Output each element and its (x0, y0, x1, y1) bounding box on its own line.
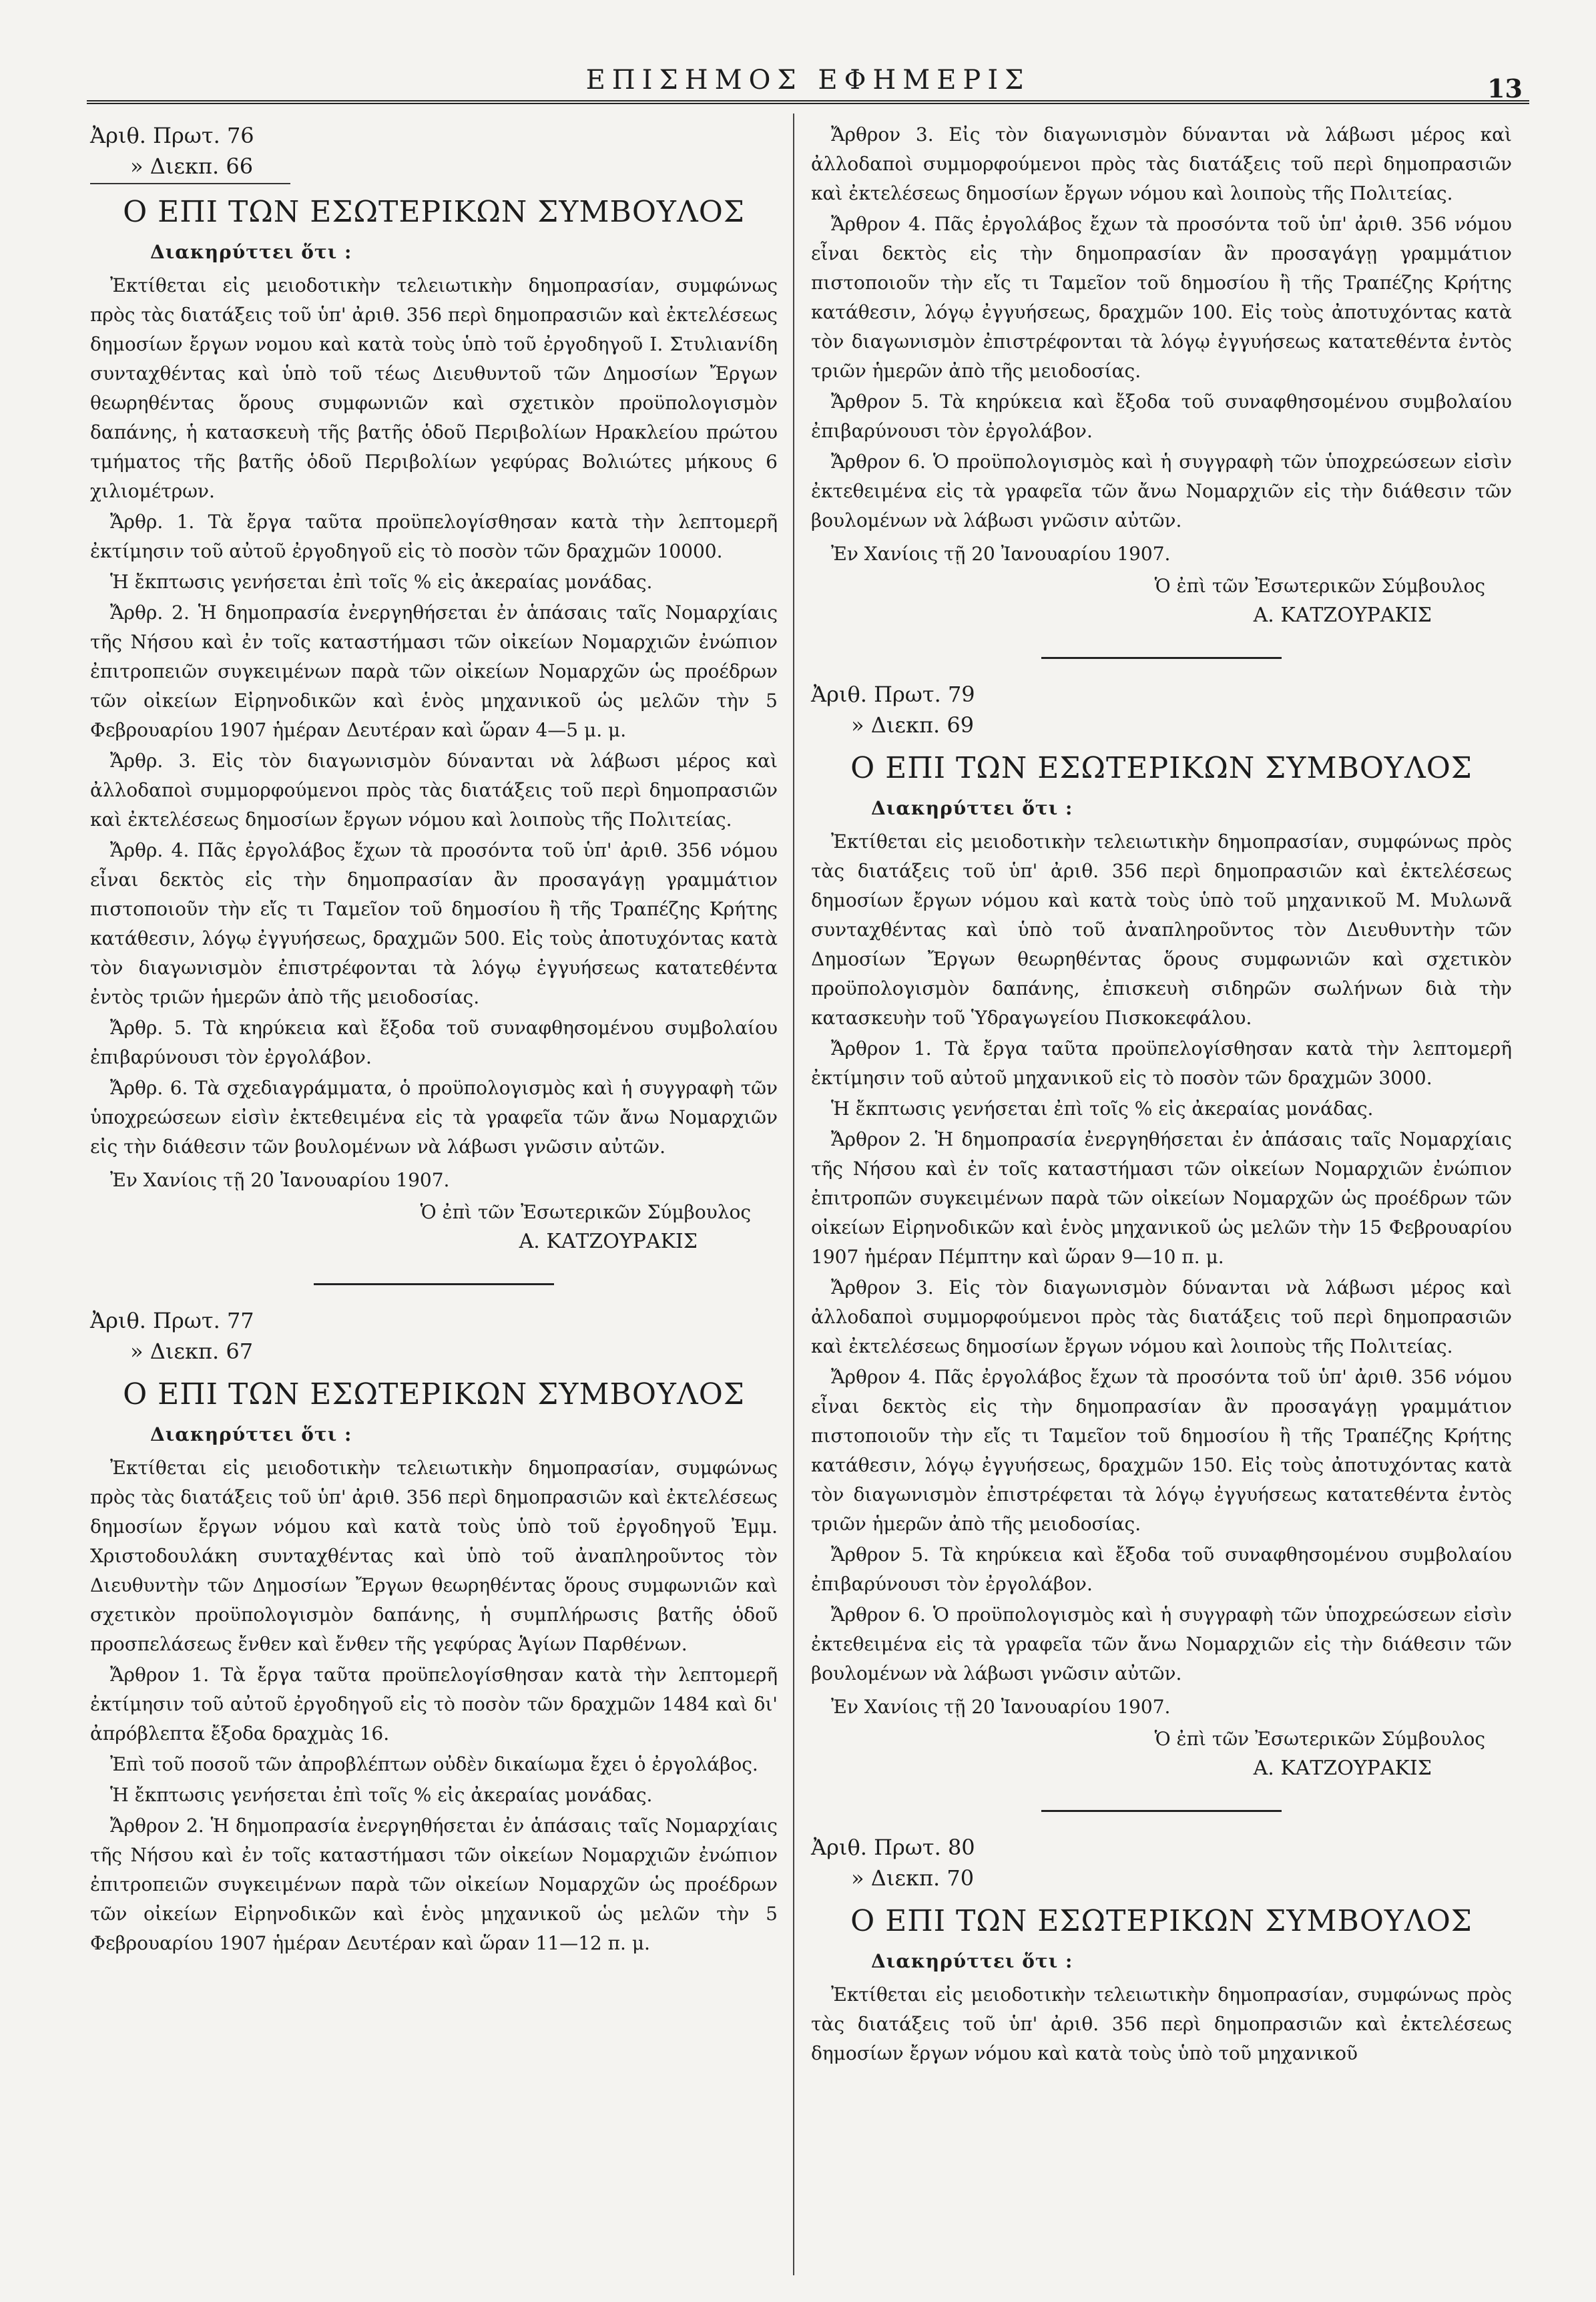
notice-separator (1041, 657, 1282, 659)
notice-76-continued (811, 120, 1512, 630)
paragraph: Ἡ ἔκπτωσις γενήσεται ἐπὶ τοῖς % εἰς ἀκεραίας μονάδας. (110, 571, 653, 593)
paragraph: Ἐκτίθεται εἰς μειοδοτικὴν τελειωτικὴν δημοπρασίαν, συμφώνως πρὸς τὰς διατάξεις τοῦ ὑπ' ἀριθ. 356 περὶ δημοπρασιῶν καὶ ἐκτελέσεως δημοσίων ἔργων νομου καὶ κατὰ τοὺς ὑπὸ τοῦ ἐργοδηγοῦ Ι. Στυλιανίδη συνταχθέντας καὶ ὑπὸ τοῦ τέως Διευθυντοῦ τῶν Δημοσίων Ἔργων θεωρηθέντας ὅρους συμφωνιῶν καὶ σχετικὸν προϋπολογισμὸν δαπάνης, ἡ κατασκευὴ τῆς βατῆς ὁδοῦ Περιβολίων Ηρακλείου πρώτου τμήματος τῆς βατῆς ὁδοῦ Περιβολίων γεφύρας Βολιώτες μήκους 6 χιλιομέτρων. (90, 274, 778, 502)
ref-protocol: Ἀριθ. Πρωτ. 76 (90, 123, 254, 148)
ref-protocol: Ἀριθ. Πρωτ. 80 (811, 1835, 975, 1860)
paragraph: Ἄρθρον 6. Ὁ προϋπολογισμὸς καὶ ἡ συγγραφὴ τῶν ὑποχρεώσεων εἰσὶν ἐκτεθειμένα εἰς τὰ γραφεῖα τῶν ἄνω Νομαρχιῶν εἰς τὴν διάθεσιν τῶν βουλομένων νὰ λάβωσι γνῶσιν αὐτῶν. (811, 1604, 1512, 1684)
signer-name: Α. ΚΑΤΖΟΥΡΑΚΙΣ (519, 1230, 698, 1253)
notice-separator (1041, 1810, 1282, 1812)
paragraph: Ἄρθρον 4. Πᾶς ἐργολάβος ἔχων τὰ προσόντα τοῦ ὑπ' ἀριθ. 356 νόμου εἶναι δεκτὸς εἰς τὴν δημοπρασίαν ἂν προσαγάγῃ γραμμάτιον πιστοποιοῦν τὴν εἴς τι Ταμεῖον τοῦ δημοσίου ἢ τῆς Τραπέζης Κρήτης κατάθεσιν, λόγῳ ἐγγυήσεως, δραχμῶν 150. Εἰς τοὺς ἀποτυχόντας κατὰ τὸν διαγωνισμὸν ἐπιστρέφεται τὰ λόγῳ ἐγγυήσεως κατατεθέντα ἐντὸς τριῶν ἡμερῶν ἀπὸ τῆς μειοδοσίας. (811, 1366, 1512, 1535)
paragraph: Ἄρθρ. 5. Τὰ κηρύκεια καὶ ἔξοδα τοῦ συναφθησομένου συμβολαίου ἐπιβαρύνουσι τὸν ἐργολάβον. (90, 1017, 778, 1068)
notice-79 (811, 679, 1512, 1783)
announce-line: Διακηρύττει ὅτι : (871, 1950, 1073, 1972)
notice-title: Ο ΕΠΙ ΤΩΝ ΕΣΩΤΕΡΙΚΩΝ ΣΥΜΒΟΥΛΟΣ (850, 1904, 1473, 1938)
paragraph: Ἄρθρον 1. Τὰ ἔργα ταῦτα προϋπελογίσθησαν κατὰ τὴν λεπτομερῆ ἐκτίμησιν τοῦ αὐτοῦ μηχανικοῦ εἰς τὸ ποσὸν τῶν δραχμῶν 3000. (811, 1038, 1512, 1089)
paragraph: Ἐπὶ τοῦ ποσοῦ τῶν ἀπροβλέπτων οὐδὲν δικαίωμα ἔχει ὁ ἐργολάβος. (110, 1753, 758, 1775)
paragraph: Ἄρθρ. 1. Τὰ ἔργα ταῦτα προϋπελογίσθησαν κατὰ τὴν λεπτομερῆ ἐκτίμησιν τοῦ αὐτοῦ ἐργοδηγοῦ εἰς τὸ ποσὸν τῶν δραχμῶν 10000. (90, 511, 778, 562)
place-date: Ἐν Χανίοις τῇ 20 Ἰανουαρίου 1907. (110, 1169, 450, 1191)
left-column (90, 120, 778, 1985)
paragraph: Ἄρθρον 4. Πᾶς ἐργολάβος ἔχων τὰ προσόντα τοῦ ὑπ' ἀριθ. 356 νόμου εἶναι δεκτὸς εἰς τὴν δημοπρασίαν ἂν προσαγάγῃ γραμμάτιον πιστοποιοῦν τὴν εἴς τι Ταμεῖον τοῦ δημοσίου ἢ τῆς Τραπέζης Κρήτης κατάθεσιν, λόγῳ ἐγγυήσεως, δραχμῶν 100. Εἰς τοὺς ἀποτυχόντας κατὰ τὸν διαγωνισμὸν ἐπιστρέφονται τὰ λόγῳ ἐγγυήσεως κατατεθέντα ἐντὸς τριῶν ἡμερῶν ἀπὸ τῆς μειοδοσίας. (811, 213, 1512, 382)
paragraph: Ἐκτίθεται εἰς μειοδοτικὴν τελειωτικὴν δημοπρασίαν, συμφώνως πρὸς τὰς διατάξεις τοῦ ὑπ' ἀριθ. 356 περὶ δημοπρασιῶν καὶ ἐκτελέσεως δημοσίων ἔργων νόμου καὶ κατὰ τοὺς ὑπὸ τοῦ μηχανικοῦ (811, 1984, 1512, 2064)
paragraph: Ἄρθρ. 2. Ἡ δημοπρασία ἐνεργηθήσεται ἐν ἁπάσαις ταῖς Νομαρχίαις τῆς Νήσου καὶ ἐν τοῖς καταστήμασι τῶν οἰκείων Νομαρχιῶν ἐνώπιον ἐπιτροπειῶν συγκειμένων παρὰ τῶν οἰκείων Νομαρχῶν ὡς προέδρων τῶν οἰκείων Εἰρηνοδικῶν καὶ ἑνὸς μηχανικοῦ ὡς μελῶν τὴν 5 Φεβρουαρίου 1907 ἡμέραν Δευτέραν καὶ ὥραν 4—5 μ. μ. (90, 602, 778, 741)
paragraph: Ἄρθρον 6. Ὁ προϋπολογισμὸς καὶ ἡ συγγραφὴ τῶν ὑποχρεώσεων εἰσὶν ἐκτεθειμένα εἰς τὰ γραφεῖα τῶν ἄνω Νομαρχιῶν εἰς τὴν διάθεσιν τῶν βουλομένων νὰ λάβωσι γνῶσιν αὐτῶν. (811, 451, 1512, 531)
paragraph: Ἄρθρον 5. Τὰ κηρύκεια καὶ ἔξοδα τοῦ συναφθησομένου συμβολαίου ἐπιβαρύνουσι τὸν ἐργολάβον. (811, 391, 1512, 442)
notice-separator (314, 1283, 554, 1285)
paragraph: Ἄρθρον 3. Εἰς τὸν διαγωνισμὸν δύνανται νὰ λάβωσι μέρος καὶ ἀλλοδαποὶ συμμορφούμενοι πρὸς τὰς διατάξεις τοῦ περὶ δημοπρασιῶν καὶ ἐκτελέσεως δημοσίων ἔργων νόμου καὶ λοιποὺς τῆς Πολιτείας. (811, 124, 1512, 204)
header-rule (87, 100, 1529, 104)
announce-line: Διακηρύττει ὅτι : (871, 797, 1073, 819)
ref-dispatch: » Διεκπ. 66 (130, 154, 254, 179)
ref-underline (90, 183, 290, 184)
notice-76 (90, 120, 778, 1256)
notice-80 (811, 1832, 1512, 2068)
announce-line: Διακηρύττει ὅτι : (150, 1423, 352, 1445)
ref-protocol: Ἀριθ. Πρωτ. 77 (90, 1308, 254, 1333)
paragraph: Ἐκτίθεται εἰς μειοδοτικὴν τελειωτικὴν δημοπρασίαν, συμφώνως πρὸς τὰς διατάξεις τοῦ ὑπ' ἀριθ. 356 περὶ δημοπρασιῶν καὶ ἐκτελέσεως δημοσίων ἔργων νόμου καὶ κατὰ τοὺς ὑπὸ τοῦ ἐργοδηγοῦ Ἐμμ. Χριστοδουλάκη συνταχθέντας καὶ ὑπὸ τοῦ ἀναπληροῦντος τὸν Διευθυντὴν τῶν Δημοσίων Ἔργων θεωρηθέντας ὅρους συμφωνιῶν καὶ σχετικὸν προϋπολογισμὸν δαπάνης, ἡ συμπλήρωσις βατῆς ὁδοῦ προσπελάσεως ἔνθεν καὶ ἔνθεν τῆς γεφύρας Ἁγίων Παρθένων. (90, 1457, 778, 1655)
paragraph: Ἄρθρον 1. Τὰ ἔργα ταῦτα προϋπελογίσθησαν κατὰ τὴν λεπτομερῆ ἐκτίμησιν τοῦ αὐτοῦ ἐργοδηγοῦ εἰς τὸ ποσὸν τῶν δραχμῶν 1484 καὶ δι' ἀπρόβλεπτα ἔξοδα δραχμὰς 16. (90, 1664, 778, 1745)
masthead: ΕΠΙΣΗΜΟΣ ΕΦΗΜΕΡΙΣ (585, 65, 1031, 95)
place-date: Ἐν Χανίοις τῇ 20 Ἰανουαρίου 1907. (831, 1696, 1171, 1718)
place-date: Ἐν Χανίοις τῇ 20 Ἰανουαρίου 1907. (831, 543, 1171, 565)
announce-line: Διακηρύττει ὅτι : (150, 241, 352, 263)
notice-title: Ο ΕΠΙ ΤΩΝ ΕΣΩΤΕΡΙΚΩΝ ΣΥΜΒΟΥΛΟΣ (850, 751, 1473, 785)
page-number: 13 (1487, 73, 1523, 103)
ref-dispatch: » Διεκπ. 69 (851, 712, 975, 738)
paragraph: Ἐκτίθεται εἰς μειοδοτικὴν τελειωτικὴν δημοπρασίαν, συμφώνως πρὸς τὰς διατάξεις τοῦ ὑπ' ἀριθ. 356 περὶ δημοπρασιῶν καὶ ἐκτελέσεως δημοσίων ἔργων νόμου καὶ κατὰ τοὺς ὑπὸ τοῦ μηχανικοῦ Μ. Μυλωνᾶ συνταχθέντας καὶ ὑπὸ τοῦ ἀναπληροῦντος τὸν Διευθυντὴν τῶν Δημοσίων Ἔργων θεωρηθέντας ὅρους συμφωνιῶν καὶ σχετικὸν προϋπολογισμὸν δαπάνης, ἐπισκευὴ σιδηρῶν σωλήνων διὰ τὴν κατασκευὴν τοῦ Ὑδραγωγείου Πισκοκεφάλου. (811, 831, 1512, 1029)
paragraph: Ἄρθρον 2. Ἡ δημοπρασία ἐνεργηθήσεται ἐν ἁπάσαις ταῖς Νομαρχίαις τῆς Νήσου καὶ ἐν τοῖς καταστήμασι τῶν οἰκείων Νομαρχιῶν ἐνώπιον ἐπιτροπειῶν συγκειμένων παρὰ τῶν οἰκείων Νομαρχῶν ὡς προέδρων τῶν οἰκείων Εἰρηνοδικῶν καὶ ἑνὸς μηχανικοῦ ὡς μελῶν τὴν 5 Φεβρουαρίου 1907 ἡμέραν Δευτέραν καὶ ὥραν 11—12 π. μ. (90, 1815, 778, 1954)
paragraph: Ἡ ἔκπτωσις γενήσεται ἐπὶ τοῖς % εἰς ἀκεραίας μονάδας. (831, 1098, 1374, 1120)
paragraph: Ἄρθρον 5. Τὰ κηρύκεια καὶ ἔξοδα τοῦ συναφθησομένου συμβολαίου ἐπιβαρύνουσι τὸν ἐργολάβον. (811, 1544, 1512, 1595)
paragraph: Ἄρθρον 2. Ἡ δημοπρασία ἐνεργηθήσεται ἐν ἁπάσαις ταῖς Νομαρχίαις τῆς Νήσου καὶ ἐν τοῖς καταστήμασι τῶν οἰκείων Νομαρχιῶν ἐνώπιον ἐπιτροπῶν συγκειμένων παρὰ τῶν οἰκείων Νομαρχῶν ὡς προέδρων τῶν οἰκείων Εἰρηνοδικῶν καὶ ἑνὸς μηχανικοῦ ὡς μελῶν τὴν 15 Φεβρουαρίου 1907 ἡμέραν Πέμπτην καὶ ὥραν 9—10 π. μ. (811, 1128, 1512, 1268)
column-divider (793, 113, 794, 2275)
ref-dispatch: » Διεκπ. 67 (130, 1339, 254, 1364)
ref-protocol: Ἀριθ. Πρωτ. 79 (811, 682, 975, 707)
signer-role: Ὁ ἐπὶ τῶν Ἐσωτερικῶν Σύμβουλος (1154, 1728, 1485, 1750)
signer-role: Ὁ ἐπὶ τῶν Ἐσωτερικῶν Σύμβουλος (420, 1201, 751, 1223)
signer-role: Ὁ ἐπὶ τῶν Ἐσωτερικῶν Σύμβουλος (1154, 575, 1485, 597)
paragraph: Ἄρθρ. 4. Πᾶς ἐργολάβος ἔχων τὰ προσόντα τοῦ ὑπ' ἀριθ. 356 νόμου εἶναι δεκτὸς εἰς τὴν δημοπρασίαν ἂν προσαγάγῃ γραμμάτιον πιστοποιοῦν τὴν εἴς τι Ταμεῖον τοῦ δημοσίου ἢ τῆς Τραπέζης Κρήτης κατάθεσιν, λόγῳ ἐγγυήσεως, δραχμῶν 500. Εἰς τοὺς ἀποτυχόντας κατὰ τὸν διαγωνισμὸν ἐπιστρέφονται τὰ λόγῳ ἐγγυήσεως κατατεθέντα ἐντὸς τριῶν ἡμερῶν ἀπὸ τῆς μειοδοσίας. (90, 839, 778, 1008)
paragraph: Ἡ ἔκπτωσις γενήσεται ἐπὶ τοῖς % εἰς ἀκεραίας μονάδας. (110, 1784, 653, 1806)
paragraph: Ἄρθρον 3. Εἰς τὸν διαγωνισμὸν δύνανται νὰ λάβωσι μέρος καὶ ἀλλοδαποὶ συμμορφούμενοι πρὸς τὰς διατάξεις τοῦ περὶ δημοπρασιῶν καὶ ἐκτελέσεως δημοσίων ἔργων νόμου καὶ λοιποὺς τῆς Πολιτείας. (811, 1277, 1512, 1357)
notice-title: Ο ΕΠΙ ΤΩΝ ΕΣΩΤΕΡΙΚΩΝ ΣΥΜΒΟΥΛΟΣ (123, 195, 745, 229)
notice-title: Ο ΕΠΙ ΤΩΝ ΕΣΩΤΕΡΙΚΩΝ ΣΥΜΒΟΥΛΟΣ (123, 1377, 745, 1411)
notice-77 (90, 1305, 778, 1958)
ref-dispatch: » Διεκπ. 70 (851, 1865, 975, 1891)
signer-name: Α. ΚΑΤΖΟΥΡΑΚΙΣ (1253, 1757, 1432, 1780)
right-column (811, 120, 1512, 2095)
signer-name: Α. ΚΑΤΖΟΥΡΑΚΙΣ (1253, 604, 1432, 627)
paragraph: Ἄρθρ. 3. Εἰς τὸν διαγωνισμὸν δύνανται νὰ λάβωσι μέρος καὶ ἀλλοδαποὶ συμμορφούμενοι πρὸς τὰς διατάξεις τοῦ περὶ δημοπρασιῶν καὶ ἐκτελέσεως δημοσίων ἔργων νόμου καὶ λοιποὺς τῆς Πολιτείας. (90, 750, 778, 831)
paragraph: Ἄρθρ. 6. Τὰ σχεδιαγράμματα, ὁ προϋπολογισμὸς καὶ ἡ συγγραφὴ τῶν ὑποχρεώσεων εἰσὶν ἐκτεθειμένα εἰς τὰ γραφεῖα τῶν ἄνω Νομαρχιῶν εἰς τὴν διάθεσιν τῶν βουλομένων νὰ λάβωσι γνῶσιν αὐτῶν. (90, 1077, 778, 1158)
